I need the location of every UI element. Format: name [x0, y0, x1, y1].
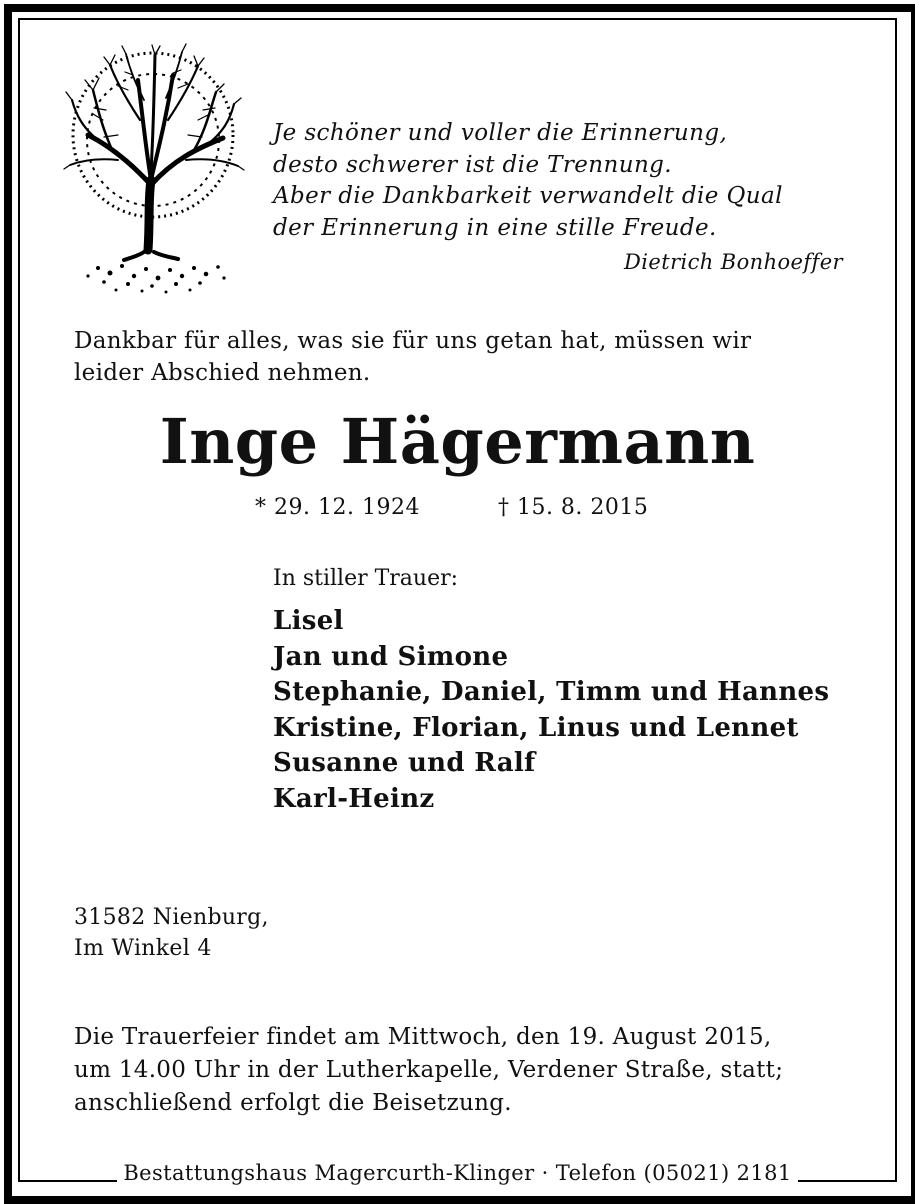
mourner-name: Jan und Simone — [273, 641, 509, 672]
funeral-notice — [74, 1021, 783, 1120]
address-line: 31582 Nienburg, — [74, 905, 269, 930]
family-address — [74, 902, 269, 964]
mourners-list — [273, 604, 829, 817]
intro-line: Dankbar für alles, was sie für uns getan hat, müssen wir — [74, 328, 752, 354]
death-date: † 15. 8. 2015 — [497, 495, 649, 520]
mourners-heading: In stiller Trauer: — [273, 566, 459, 591]
intro-line: leider Abschied nehmen. — [74, 360, 371, 386]
mourner-name: Karl-Heinz — [273, 783, 435, 814]
notice-line: Die Trauerfeier findet am Mittwoch, den 19. August 2015, — [74, 1024, 772, 1050]
intro-text — [74, 325, 854, 389]
quote-author: Dietrich Bonhoeffer — [624, 250, 843, 274]
mourner-name: Stephanie, Daniel, Timm und Hannes — [273, 677, 830, 707]
mourner-name: Lisel — [273, 606, 344, 636]
quote-line: Aber die Dankbarkeit verwandelt die Qual — [273, 183, 783, 209]
life-dates — [255, 495, 648, 520]
footer-text: Bestattungshaus Magercurth-Klinger · Telefon (05021) 2181 — [117, 1161, 797, 1185]
quote-line: der Erinnerung in eine stille Freude. — [273, 214, 717, 241]
deceased-name: Inge Hägermann — [159, 405, 756, 478]
address-line: Im Winkel 4 — [74, 936, 212, 961]
tree-icon — [58, 40, 248, 295]
notice-line: um 14.00 Uhr in der Lutherkapelle, Verdener Straße, statt; — [74, 1057, 784, 1083]
mourner-name: Susanne und Ralf — [273, 748, 536, 778]
mourner-name: Kristine, Florian, Linus und Lennet — [273, 712, 799, 743]
quote-line: desto schwerer ist die Trennung. — [273, 151, 672, 178]
quote-line: Je schöner und voller die Erinnerung, — [273, 120, 728, 146]
birth-date: * 29. 12. 1924 — [255, 495, 420, 520]
bonhoeffer-quote — [273, 118, 853, 244]
funeral-home-footer — [0, 1161, 915, 1185]
notice-line: anschließend erfolgt die Beisetzung. — [74, 1090, 512, 1116]
